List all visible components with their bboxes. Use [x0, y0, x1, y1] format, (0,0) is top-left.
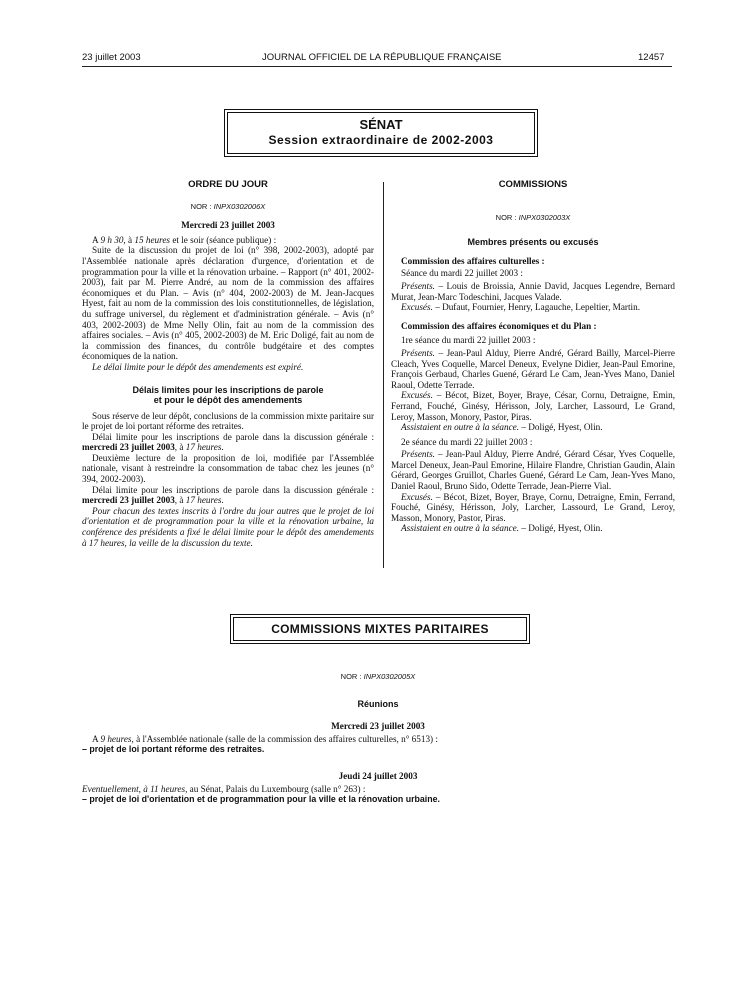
column-divider: [383, 182, 384, 568]
delais-heading-2: et pour le dépôt des amendements: [153, 394, 303, 405]
header-rule: [82, 66, 672, 67]
session-title: Session extraordinaire de 2002-2003: [268, 133, 494, 147]
delais-p1: Sous réserve de leur dépôt, conclusions de la commission mixte paritaire sur le projet de loi portant réforme des retraites.: [82, 410, 374, 432]
excuses-label: Excusés.: [401, 491, 433, 502]
r2-a: Eventuellement, à 11 heures: [82, 783, 186, 794]
assist-label: Assistaient en outre à la séance.: [401, 422, 520, 433]
nor-label: NOR :: [495, 212, 517, 222]
nor-code: INPX0302005X: [363, 672, 416, 681]
nor-label: NOR :: [340, 672, 362, 681]
delais-p4: [82, 485, 374, 506]
commissions-column: [391, 180, 675, 534]
cmp-reunion-2: [82, 784, 674, 795]
p4-a: Délai limite pour les inscriptions de parole dans la discussion générale :: [92, 484, 374, 495]
commissions-heading: COMMISSIONS: [498, 179, 568, 190]
eco-s2-presents: [391, 449, 675, 491]
intro-time2: 15 heures: [134, 234, 171, 245]
ordre-intro: [82, 235, 374, 246]
nor-label: NOR :: [190, 201, 212, 211]
cult-seance: Séance du mardi 22 juillet 2003 :: [401, 268, 523, 279]
cmp-item-2: – projet de loi d'orientation et de programmation pour la ville et la rénovation urbaine.: [82, 794, 440, 805]
delais-p2: [82, 432, 374, 453]
presents-label: Présents.: [401, 449, 435, 460]
presents-list: – Jean-Paul Alduy, Pierre André, Gérard César, Yves Coquelle, Marcel Deneux, Jean-Paul Emorine, Hilaire Flandre, Christian Gaudin, Alain Gérard, Georges Gruillot, Charles Guené, Gérard Le Cam, Jean-Yves Mano, Daniel Raoul, Bruno Sido, Odette Terrade, Jean-Pierre Vial.: [391, 449, 675, 492]
members-heading: Membres présents ou excusés: [467, 237, 599, 248]
cmp-section: [82, 672, 674, 805]
r1-time: 9 heures: [100, 733, 132, 744]
ordre-expired: Le délai limite pour le dépôt des amendements est expiré.: [92, 361, 304, 372]
p2-b: mercredi 23 juillet 2003: [82, 442, 175, 453]
p2-e: .: [221, 442, 224, 453]
eco-heading: Commission des affaires économiques et du Plan :: [401, 320, 597, 331]
ordre-heading: ORDRE DU JOUR: [188, 179, 268, 190]
delais-p5: Pour chacun des textes inscrits à l'ordre du jour autres que le projet de loi d'orientation et de programmation pour la ville et la rénovation urbaine, la conférence des présidents a fixé le délai limite pour le dépôt des amendements à 17 heures, la veille de la discussion du texte.: [82, 505, 374, 548]
p4-d: 17 heures: [185, 495, 222, 506]
cult-presents: [391, 281, 675, 302]
delais-heading-1: Délais limites pour les inscriptions de parole: [132, 384, 324, 395]
excuses-label: Excusés.: [401, 302, 433, 313]
eco-s1-assist: [391, 422, 675, 433]
cmp-item-1: – projet de loi portant réforme des retraites.: [82, 744, 265, 755]
commissions-nor: [391, 213, 675, 224]
nor-code: INPX0302006X: [213, 201, 266, 211]
r1-a: A: [92, 733, 101, 744]
assist-list: – Doligé, Hyest, Olin.: [519, 422, 603, 433]
p4-e: .: [221, 495, 224, 506]
ordre-body: Suite de la discussion du projet de loi (n° 398, 2002-2003), adopté par l'Assemblée nationale après déclaration d'urgence, d'orientation et de programmation pour la ville et la rénovation urbaine. – Rapport (n° 401, 2002-2003), fait par M. Pierre André, au nom de la commission des affaires économiques et du Plan. – Avis (n° 404, 2002-2003) de M. Jean-Jacques Hyest, fait au nom de la commission des lois constitutionnelles, de législation, du suffrage universel, du règlement et d'administration générale. – Avis (n° 403, 2002-2003) de Mme Nelly Olin, fait au nom de la commission des affaires sociales. – Avis (n° 405, 2002-2003) de M. Eric Doligé, fait au nom de la commission des finances, du contrôle budgétaire et des comptes économiques de la nation.: [82, 245, 374, 362]
intro-mid: , à: [123, 234, 135, 245]
ordre-du-jour-column: [82, 180, 374, 548]
cmp-date-2: Jeudi 24 juillet 2003: [338, 770, 418, 781]
journal-title: JOURNAL OFFICIEL DE LA RÉPUBLIQUE FRANÇAISE: [262, 52, 502, 63]
cmp-box: [233, 617, 527, 641]
excuses-list: – Bécot, Bizet, Boyer, Braye, Cornu, Detraigne, Emin, Ferrand, Fouché, Ginésy, Hérisson, Joly, Larcher, Lassourd, Le Grand, Leroy, Masson, Monory, Pastor, Piras.: [391, 491, 675, 523]
r2-b: , au Sénat, Palais du Luxembourg (salle n° 263) :: [185, 783, 366, 794]
eco-s1-excuses: [391, 390, 675, 422]
p4-b: mercredi 23 juillet 2003: [82, 495, 175, 506]
eco-s2-excuses: [391, 492, 675, 524]
reunions-heading: Réunions: [357, 698, 399, 709]
eco-s1-presents: [391, 348, 675, 390]
presents-label: Présents.: [401, 280, 435, 291]
excuses-label: Excusés.: [401, 390, 433, 401]
cmp-title: COMMISSIONS MIXTES PARITAIRES: [271, 622, 489, 636]
cmp-nor: [82, 672, 674, 683]
cmp-reunion-1: [82, 734, 674, 745]
p2-a: Délai limite pour les inscriptions de parole dans la discussion générale :: [92, 431, 374, 442]
intro-a: A: [92, 234, 101, 245]
senat-title: SÉNAT: [359, 117, 403, 132]
cult-excuses: [391, 302, 675, 313]
delais-p3: Deuxième lecture de la proposition de loi, modifiée par l'Assemblée nationale, visant à restreindre la consommation de tabac chez les jeunes (n° 394, 2002-2003).: [82, 452, 374, 485]
cmp-date-1: Mercredi 23 juillet 2003: [331, 721, 425, 732]
assist-label: Assistaient en outre à la séance.: [401, 523, 520, 534]
eco-s2-assist: [391, 523, 675, 534]
page-number: 12457: [638, 52, 665, 63]
intro-end: et le soir (séance publique) :: [170, 234, 277, 245]
eco-seance-1: 1re séance du mardi 22 juillet 2003 :: [401, 335, 536, 346]
intro-time1: 9 h 30: [100, 234, 124, 245]
excuses-list: – Dufaut, Fournier, Henry, Lagauche, Lepeltier, Martin.: [432, 302, 640, 313]
senat-box: [227, 112, 535, 154]
ordre-nor: [82, 202, 374, 213]
assist-list: – Doligé, Hyest, Olin.: [519, 523, 603, 534]
ordre-date: Mercredi 23 juillet 2003: [181, 220, 275, 231]
r1-b: , à l'Assemblée nationale (salle de la commission des affaires culturelles, n° 6513) :: [131, 733, 438, 744]
eco-seance-2: 2e séance du mardi 22 juillet 2003 :: [401, 436, 533, 447]
p4-c: , à: [174, 495, 186, 506]
presents-label: Présents.: [401, 347, 435, 358]
presents-list: – Jean-Paul Alduy, Pierre André, Gérard Bailly, Marcel-Pierre Cleach, Yves Coquelle, Marcel Deneux, Evelyne Didier, Jean-Paul Emorine, François Gerbaud, Charles Guené, Gérard Le Cam, Jean-Yves Mano, Daniel Raoul, Odette Terrade.: [391, 347, 675, 390]
header-date: 23 juillet 2003: [82, 52, 141, 63]
excuses-list: – Bécot, Bizet, Boyer, Braye, César, Cornu, Detraigne, Emin, Ferrand, Fouché, Ginésy, Hérisson, Joly, Larcher, Lassourd, Le Grand, Leroy, Masson, Monory, Pastor, Piras.: [391, 390, 675, 422]
p2-c: , à: [174, 442, 186, 453]
nor-code: INPX0302003X: [518, 212, 571, 222]
presents-list: – Louis de Broissia, Annie David, Jacques Legendre, Bernard Murat, Jean-Marc Todeschini, Jacques Valade.: [391, 280, 675, 302]
p2-d: 17 heures: [185, 442, 222, 453]
cult-heading: Commission des affaires culturelles :: [401, 255, 545, 266]
